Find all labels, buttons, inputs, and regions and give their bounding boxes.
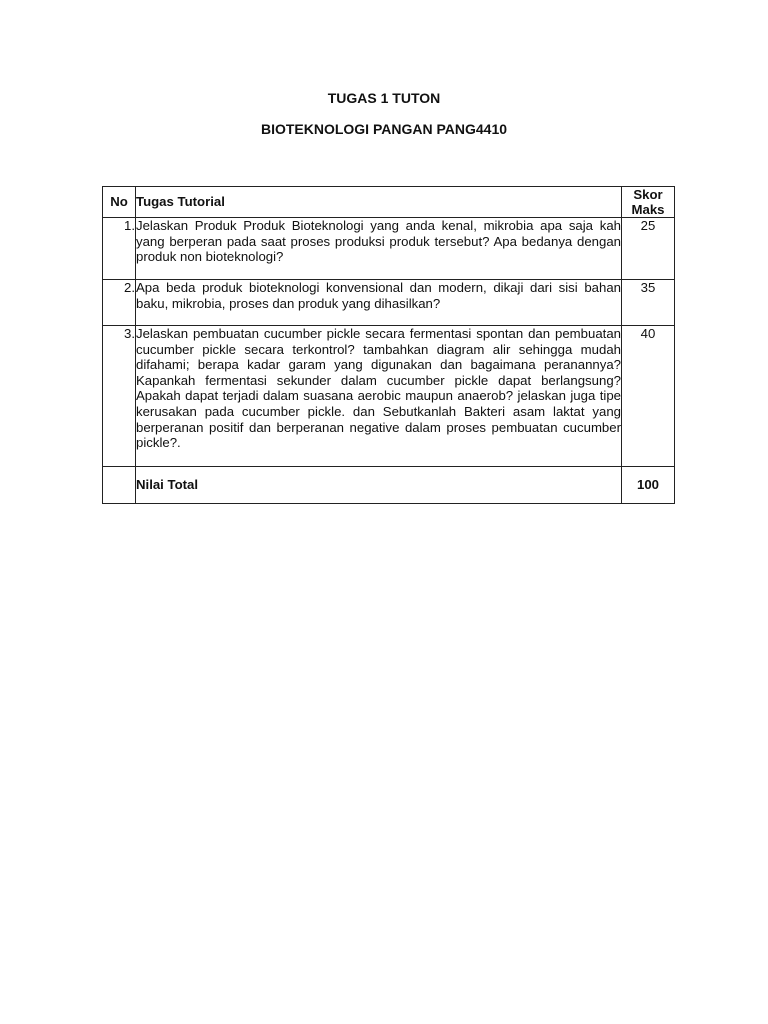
table-row [103,326,675,467]
row-task-text: Jelaskan pembuatan cucumber pickle secara fermentasi spontan dan pembuatan cucumber pickle secara terkontrol? tambahkan diagram alir sehingga mudah difahami; berapa kadar garam yang digunakan dan bagaimana peranannya? Kapankah fermentasi sekunder dalam cucumber pickle dapat berlangsung? Apakah dapat terjadi dalam suasana aerobic maupun anaerob? jelaskan juga tipe kerusakan pada cucumber pickle. dan Sebutkanlah Bakteri asam laktat yang berperanan positif dan berperanan negative dalam proses pembuatan cucumber pickle?. [136,326,622,467]
row-number: 3. [103,326,136,467]
header-skor [622,187,675,218]
row-score: 40 [622,326,675,467]
total-value: 100 [622,467,675,504]
total-row-empty-cell [103,467,136,504]
row-score: 35 [622,280,675,326]
row-score: 25 [622,218,675,280]
header-skor-line2: Maks [631,202,665,217]
row-number: 2. [103,280,136,326]
table-row [103,218,675,280]
document-subtitle: BIOTEKNOLOGI PANGAN PANG4410 [260,121,508,137]
row-task-text: Jelaskan Produk Produk Bioteknologi yang anda kenal, mikrobia apa saja kah yang berperan pada saat proses produksi produk tersebut? Apa bedanya dengan produk non bioteknologi? [136,218,622,280]
table-header-row [103,187,675,218]
row-task-text: Apa beda produk bioteknologi konvensional dan modern, dikaji dari sisi bahan baku, mikrobia, proses dan produk yang dihasilkan? [136,280,622,326]
header-no: No [103,187,136,218]
total-row [103,467,675,504]
total-label: Nilai Total [136,467,622,504]
header-task: Tugas Tutorial [136,187,622,218]
task-table [102,186,675,504]
table-row [103,280,675,326]
row-number: 1. [103,218,136,280]
header-skor-line1: Skor [633,187,663,202]
document-title: TUGAS 1 TUTON [327,90,441,106]
